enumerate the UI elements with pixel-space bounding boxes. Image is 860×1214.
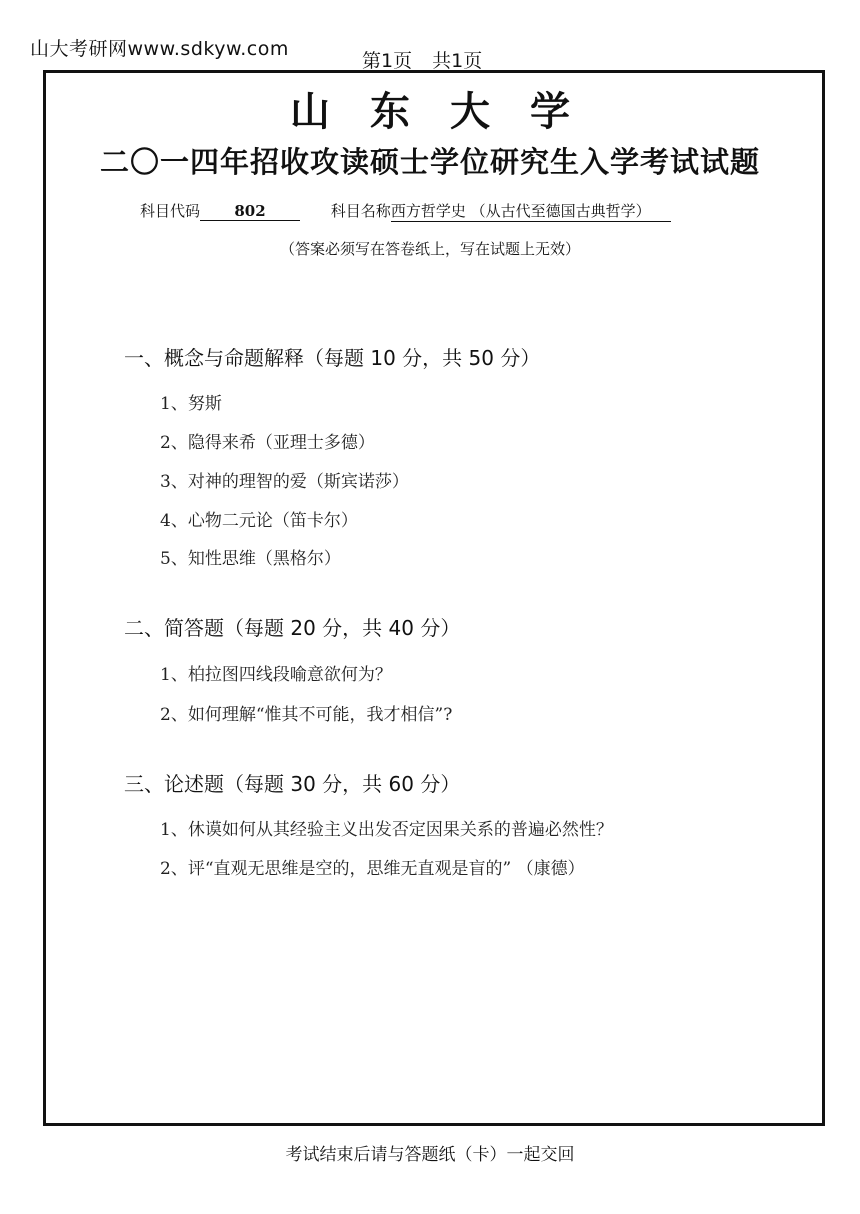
subject-name-label: 科目名称 [330,202,391,220]
subject-name-value: 西方哲学史 （从古代至德国古典哲学） [391,200,671,222]
question-item: 1、休谟如何从其经验主义出发否定因果关系的普遍必然性？ [160,820,613,840]
question-item: 2、评“直观无思维是空的，思维无直观是盲的” （康德） [160,859,585,879]
university-name: 山东大学 [290,88,610,135]
page-total: 共1页 [432,50,483,72]
question-item: 2、隐得来希（亚理士多德） [160,433,375,453]
subject-code-value: 802 [200,202,300,221]
section-title-2: 二、简答题（每题 20 分，共 40 分） [124,616,461,640]
exam-title: 二〇一四年招收攻读硕士学位研究生入学考试试题 [99,145,760,179]
question-item: 1、努斯 [160,394,222,414]
exam-frame [43,70,825,1126]
subject-line [140,200,671,222]
section-title-1: 一、概念与命题解释（每题 10 分，共 50 分） [124,346,541,370]
page-number: 第1页 [362,50,413,72]
question-item: 5、知性思维（黑格尔） [160,549,341,569]
page-info [362,46,496,73]
subject-code-label: 科目代码 [140,202,201,220]
question-item: 1、柏拉图四线段喻意欲何为？ [160,665,392,685]
answer-notice: （答案必须写在答卷纸上，写在试题上无效） [279,240,580,258]
section-title-3: 三、论述题（每题 30 分，共 60 分） [124,772,461,796]
watermark-text: 山大考研网www.sdkyw.com [30,38,289,60]
question-item: 4、心物二元论（笛卡尔） [160,511,358,531]
footer-note: 考试结束后请与答题纸（卡）一起交回 [285,1145,575,1165]
question-item: 2、如何理解“惟其不可能，我才相信”? [160,705,453,725]
question-item: 3、对神的理智的爱（斯宾诺莎） [160,472,409,492]
